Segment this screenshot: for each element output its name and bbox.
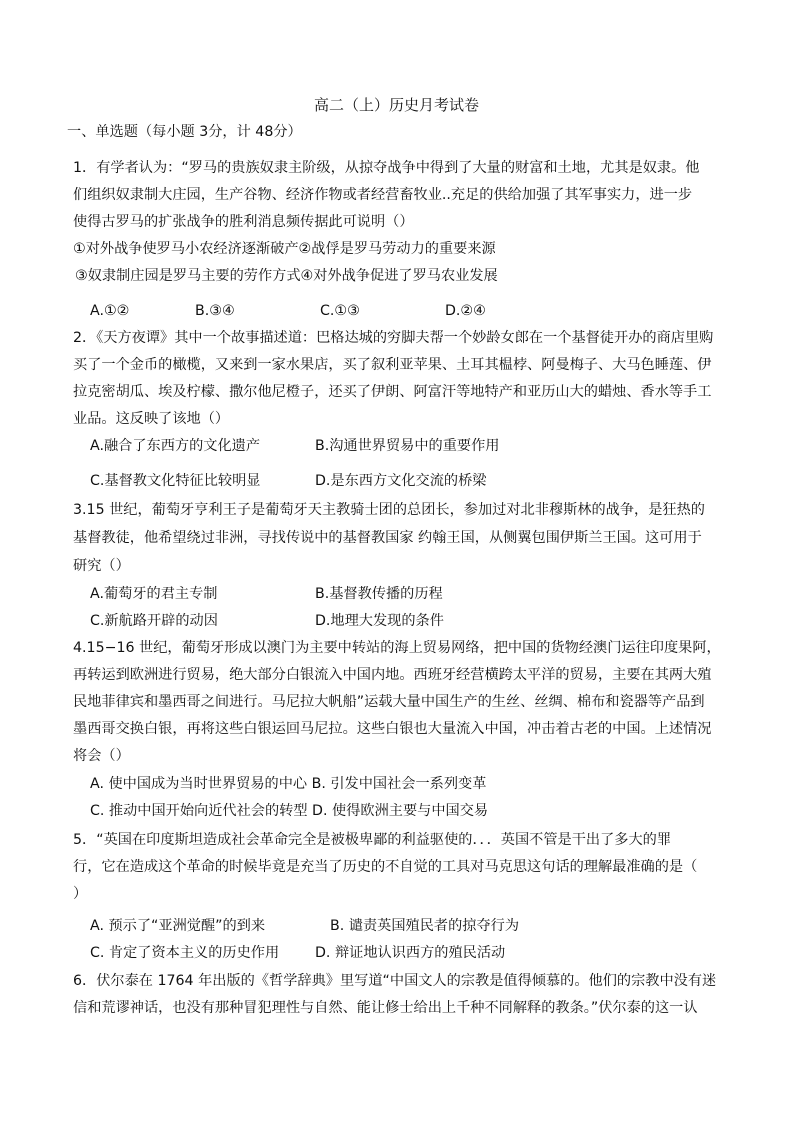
q5-line-3: ） [73, 886, 88, 902]
q6-line-1: 6．伏尔泰在 1764 年出版的《哲学辞典》里写道“中国文人的宗教是值得倾慕的。他们的宗教中没有迷 [73, 973, 717, 989]
q4-line-1: 4.15−16 世纪，葡萄牙形成以澳门为主要中转站的海上贸易网络，把中国的货物经澳门运往印度果阿， [73, 640, 721, 656]
q2-line-2: 买了一个金币的橄榄，又来到一家水果店，买了叙利亚苹果、土耳其榅桲、阿曼梅子、大马色睡莲、伊 [73, 357, 712, 373]
q2-option-d[interactable]: D.是东西方文化交流的桥梁 [315, 473, 487, 489]
q2-line-4: 业品。这反映了该地（） [73, 411, 230, 427]
q1-option-c[interactable]: C.①③ [320, 303, 360, 319]
q4-options-ab[interactable]: A. 使中国成为当时世界贸易的中心 B. 引发中国社会一系列变革 [90, 776, 487, 792]
q3-line-3: 研究（） [73, 558, 130, 574]
q3-line-1: 3.15 世纪，葡萄牙亨利王子是葡萄牙天主教骑士团的总团长，参加过对北非穆斯林的战争，是狂热的 [73, 502, 705, 518]
q1-statement-2: ③奴隶制庄园是罗马主要的劳作方式④对外战争促进了罗马农业发展 [75, 268, 498, 284]
q2-option-c[interactable]: C.基督教文化特征比较明显 [90, 473, 261, 489]
q3-option-a[interactable]: A.葡萄牙的君主专制 [90, 586, 218, 602]
q4-line-4: 墨西哥交换白银，再将这些白银运回马尼拉。这些白银也大量流入中国，冲击着古老的中国。上述情况 [73, 721, 712, 737]
q4-line-2: 再转运到欧洲进行贸易，绝大部分白银流入中国内地。西班牙经营横跨太平洋的贸易，主要在其两大殖 [73, 667, 712, 683]
q5-line-1: 5．“英国在印度斯坦造成社会革命完全是被极卑鄙的利益驱使的．．．英国不管是干出了多大的罪 [73, 832, 672, 848]
q4-line-3: 民地菲律宾和墨西哥之间进行。马尼拉大帆船”运载大量中国生产的生丝、丝绸、棉布和瓷器等产品到 [73, 694, 705, 710]
q1-line-1: 1．有学者认为：“罗马的贵族奴隶主阶级，从掠夺战争中得到了大量的财富和土地，尤其是奴隶。他 [73, 160, 700, 176]
q1-statement-1: ①对外战争使罗马小农经济逐渐破产②战俘是罗马劳动力的重要来源 [73, 241, 496, 257]
q2-line-1: 2．《天方夜谭》其中一个故事描述道：巴格达城的穷脚夫帮一个妙龄女郎在一个基督徒开办的商店里购 [73, 330, 714, 346]
q1-line-2: 们组织奴隶制大庄园，生产谷物、经济作物或者经营畜牧业..充足的供给加强了其军事实力，进一步 [73, 187, 693, 203]
q3-option-c[interactable]: C.新航路开辟的动因 [90, 613, 218, 629]
q2-option-b[interactable]: B.沟通世界贸易中的重要作用 [315, 438, 500, 454]
q1-option-a[interactable]: A.①② [90, 303, 130, 319]
q2-line-3: 拉克密胡瓜、埃及柠檬、撒尔他尼橙子，还买了伊朗、阿富汗等地特产和亚历山大的蜡烛、香水等手工 [73, 384, 712, 400]
q4-line-5: 将会（） [73, 748, 130, 764]
q5-line-2: 行，它在造成这个革命的时候毕竟是充当了历史的不自觉的工具对马克思这句话的理解最准确的是（ [73, 859, 698, 875]
q1-option-b[interactable]: B.③④ [195, 303, 235, 319]
q6-line-2: 信和荒谬神话，也没有那种冒犯理性与自然、能让修士给出上千种不同解释的教条。”伏尔泰的这一认 [73, 1000, 698, 1016]
q5-option-d[interactable]: D. 辩证地认识西方的殖民活动 [315, 945, 506, 961]
q3-line-2: 基督教徒，他希望绕过非洲，寻找传说中的基督教国家 约翰王国，从侧翼包围伊斯兰王国。这可用于 [73, 530, 702, 546]
section-heading: 一、单选题（每小题 3分，计 48分） [67, 124, 302, 140]
q1-line-3: 使得古罗马的扩张战争的胜利消息频传据此可说明（） [73, 214, 414, 230]
q5-option-a[interactable]: A. 预示了“亚洲觉醒”的到来 [90, 918, 266, 934]
exam-title: 高二（上）历史月考试卷 [314, 96, 480, 114]
q3-option-d[interactable]: D.地理大发现的条件 [315, 613, 444, 629]
q3-option-b[interactable]: B.基督教传播的历程 [315, 586, 443, 602]
q2-option-a[interactable]: A.融合了东西方的文化遗产 [90, 438, 261, 454]
q5-option-c[interactable]: C. 肯定了资本主义的历史作用 [90, 945, 280, 961]
q1-option-d[interactable]: D.②④ [445, 303, 486, 319]
q5-option-b[interactable]: B. 谴责英国殖民者的掠夺行为 [330, 918, 520, 934]
q4-options-cd[interactable]: C. 推动中国开始向近代社会的转型 D. 使得欧洲主要与中国交易 [90, 803, 489, 819]
